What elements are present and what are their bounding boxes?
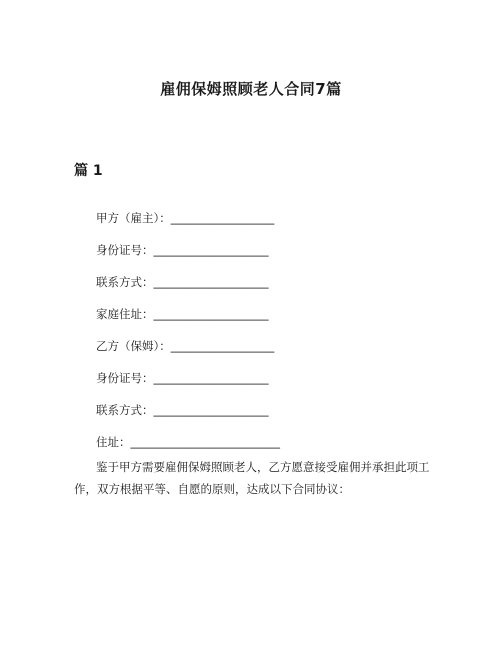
party-a-name-field: 甲方（雇主）：__________________ bbox=[96, 211, 275, 225]
party-b-contact-field: 联系方式：____________________ bbox=[96, 403, 269, 417]
party-b-address-field: 住址：__________________________ bbox=[96, 435, 280, 449]
party-b-name-field: 乙方（保姆）：__________________ bbox=[96, 339, 275, 353]
party-a-contact-field: 联系方式：____________________ bbox=[96, 275, 269, 289]
intro-paragraph: 鉴于甲方需要雇佣保姆照顾老人，乙方愿意接受雇佣并承担此项工作，双方根据平等、自愿的原则，达成以下合同协议： bbox=[74, 460, 430, 496]
document-title: 雇佣保姆照顾老人合同7篇 bbox=[160, 80, 342, 98]
party-a-address-field: 家庭住址：____________________ bbox=[96, 307, 269, 321]
section-heading: 篇 1 bbox=[74, 163, 103, 179]
party-a-id-field: 身份证号：____________________ bbox=[96, 243, 269, 257]
party-b-id-field: 身份证号：____________________ bbox=[96, 371, 269, 385]
